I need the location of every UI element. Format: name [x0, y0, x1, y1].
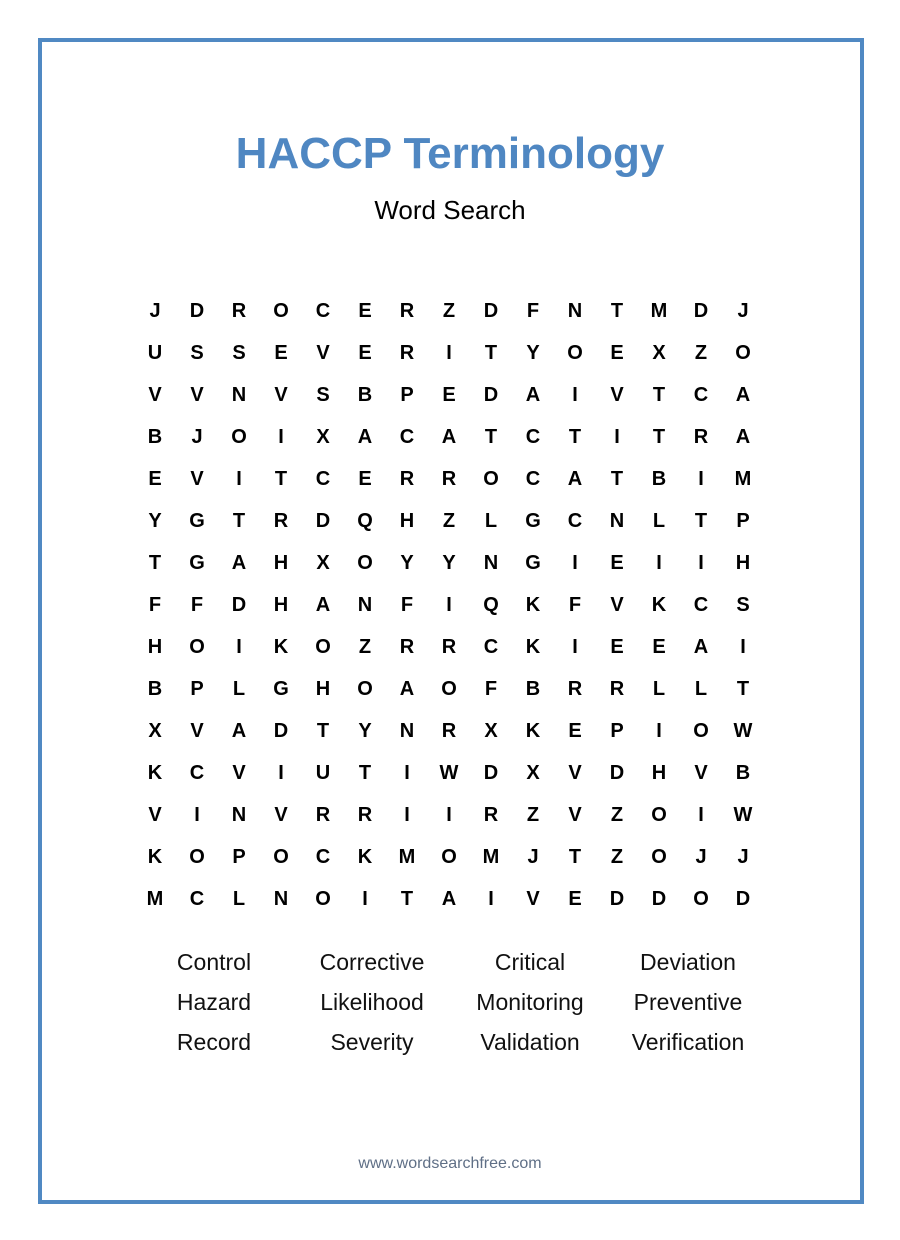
grid-letter: M	[650, 299, 668, 322]
grid-letter: K	[525, 635, 541, 658]
grid-letter: O	[231, 425, 247, 448]
grid-letter: T	[652, 425, 666, 448]
grid-letter: O	[189, 635, 205, 658]
grid-letter: C	[315, 467, 331, 490]
grid-letter: E	[568, 719, 582, 742]
grid-letter: G	[525, 551, 541, 574]
grid-letter: N	[399, 719, 415, 742]
grid-letter: L	[232, 887, 246, 910]
grid-letter: A	[441, 887, 457, 910]
grid-letter: R	[399, 635, 415, 658]
grid-letter: O	[315, 635, 331, 658]
grid-letter: I	[404, 803, 410, 826]
grid-letter: U	[315, 761, 331, 784]
grid-letter: E	[358, 467, 372, 490]
grid-letter: L	[484, 509, 498, 532]
grid-letter: S	[232, 341, 246, 364]
grid-letter: M	[146, 887, 164, 910]
grid-letter: B	[357, 383, 373, 406]
grid-letter: I	[656, 719, 662, 742]
grid-letter: A	[735, 425, 751, 448]
grid-letter: E	[274, 341, 288, 364]
grid-letter: Y	[526, 341, 540, 364]
grid-letter: H	[273, 551, 289, 574]
grid-letter: F	[148, 593, 162, 616]
grid-letter: I	[446, 593, 452, 616]
grid-letter: I	[698, 551, 704, 574]
grid-letter: J	[149, 299, 161, 322]
page-title: HACCP Terminology	[235, 129, 665, 178]
grid-letter: A	[399, 677, 415, 700]
grid-letter: R	[693, 425, 709, 448]
grid-letter: Z	[442, 509, 456, 532]
grid-letter: D	[315, 509, 331, 532]
grid-letter: T	[610, 467, 624, 490]
grid-letter: D	[273, 719, 289, 742]
grid-letter: B	[147, 425, 163, 448]
grid-letter: O	[357, 677, 373, 700]
grid-letter: R	[357, 803, 373, 826]
grid-letter: R	[441, 635, 457, 658]
grid-letter: O	[357, 551, 373, 574]
grid-letter: G	[273, 677, 289, 700]
grid-letter: E	[442, 383, 456, 406]
grid-letter: T	[610, 299, 624, 322]
grid-letter: I	[740, 635, 746, 658]
grid-letter: N	[483, 551, 499, 574]
grid-letter: K	[651, 593, 667, 616]
grid-letter: S	[736, 593, 750, 616]
grid-letter: D	[693, 299, 709, 322]
grid-letter: M	[482, 845, 500, 868]
grid-letter: O	[693, 887, 709, 910]
page-subtitle: Word Search	[374, 195, 526, 225]
grid-letter: F	[190, 593, 204, 616]
grid-letter: D	[483, 761, 499, 784]
grid-letter: O	[693, 719, 709, 742]
grid-letter: R	[441, 467, 457, 490]
word-list-item: Critical	[494, 949, 566, 975]
word-list-item: Likelihood	[320, 989, 424, 1015]
grid-letter: K	[147, 845, 163, 868]
grid-letter: A	[567, 467, 583, 490]
grid-letter: V	[190, 383, 204, 406]
grid-letter: I	[698, 803, 704, 826]
grid-letter: N	[609, 509, 625, 532]
grid-letter: E	[148, 467, 162, 490]
letter-grid	[134, 290, 764, 920]
grid-letter: I	[362, 887, 368, 910]
grid-letter: R	[483, 803, 499, 826]
grid-letter: T	[358, 761, 372, 784]
grid-letter: T	[400, 887, 414, 910]
grid-letter: I	[698, 467, 704, 490]
grid-letter: D	[483, 383, 499, 406]
grid-letter: T	[652, 383, 666, 406]
grid-letter: Y	[358, 719, 372, 742]
grid-letter: X	[316, 551, 330, 574]
grid-letter: U	[147, 341, 163, 364]
grid-letter: O	[315, 887, 331, 910]
grid-letter: D	[189, 299, 205, 322]
grid-letter: H	[651, 761, 667, 784]
grid-letter: X	[652, 341, 666, 364]
grid-letter: C	[399, 425, 415, 448]
grid-letter: N	[231, 383, 247, 406]
word-list-item: Record	[176, 1029, 252, 1055]
grid-letter: G	[189, 551, 205, 574]
grid-letter: L	[232, 677, 246, 700]
grid-letter: P	[736, 509, 750, 532]
grid-letter: T	[694, 509, 708, 532]
grid-letter: H	[399, 509, 415, 532]
grid-letter: D	[651, 887, 667, 910]
grid-letter: D	[483, 299, 499, 322]
grid-letter: F	[400, 593, 414, 616]
grid-letter: N	[567, 299, 583, 322]
grid-letter: I	[572, 635, 578, 658]
grid-letter: R	[567, 677, 583, 700]
grid-letter: R	[441, 719, 457, 742]
grid-letter: T	[736, 677, 750, 700]
grid-letter: O	[567, 341, 583, 364]
grid-letter: V	[526, 887, 540, 910]
grid-letter: C	[693, 593, 709, 616]
word-list-item: Verification	[631, 1029, 745, 1055]
word-list-item: Corrective	[319, 949, 425, 975]
grid-letter: J	[737, 299, 749, 322]
grid-letter: E	[652, 635, 666, 658]
grid-letter: I	[278, 761, 284, 784]
grid-letter: M	[734, 467, 752, 490]
grid-letter: I	[236, 635, 242, 658]
grid-letter: V	[274, 383, 288, 406]
grid-letter: Z	[358, 635, 372, 658]
grid-letter: O	[273, 845, 289, 868]
grid-letter: J	[695, 845, 707, 868]
grid-letter: H	[735, 551, 751, 574]
grid-letter: E	[610, 635, 624, 658]
grid-letter: A	[231, 551, 247, 574]
grid-letter: O	[273, 299, 289, 322]
grid-letter: D	[609, 761, 625, 784]
grid-letter: V	[610, 593, 624, 616]
grid-letter: I	[488, 887, 494, 910]
grid-letter: I	[194, 803, 200, 826]
grid-letter: D	[735, 887, 751, 910]
grid-letter: T	[568, 845, 582, 868]
grid-letter: E	[358, 299, 372, 322]
grid-letter: L	[652, 509, 666, 532]
grid-letter: D	[231, 593, 247, 616]
grid-letter: D	[609, 887, 625, 910]
grid-letter: J	[737, 845, 749, 868]
grid-letter: K	[525, 593, 541, 616]
grid-letter: R	[399, 299, 415, 322]
grid-letter: P	[400, 383, 414, 406]
grid-letter: W	[733, 719, 753, 742]
grid-letter: B	[525, 677, 541, 700]
grid-letter: O	[189, 845, 205, 868]
grid-letter: T	[148, 551, 162, 574]
grid-letter: V	[316, 341, 330, 364]
grid-letter: A	[231, 719, 247, 742]
grid-letter: X	[148, 719, 162, 742]
grid-letter: T	[316, 719, 330, 742]
grid-letter: T	[274, 467, 288, 490]
word-list	[135, 942, 765, 1062]
grid-letter: F	[526, 299, 540, 322]
grid-letter: G	[525, 509, 541, 532]
grid-letter: V	[190, 467, 204, 490]
grid-letter: I	[278, 425, 284, 448]
grid-letter: C	[315, 299, 331, 322]
grid-letter: Z	[610, 845, 624, 868]
grid-letter: F	[568, 593, 582, 616]
grid-letter: I	[572, 383, 578, 406]
grid-letter: V	[232, 761, 246, 784]
grid-letter: T	[484, 425, 498, 448]
grid-letter: C	[525, 467, 541, 490]
grid-letter: S	[190, 341, 204, 364]
grid-letter: E	[610, 341, 624, 364]
word-list-item: Preventive	[633, 989, 743, 1015]
grid-letter: O	[651, 803, 667, 826]
word-list-item: Control	[176, 949, 252, 975]
grid-letter: G	[189, 509, 205, 532]
grid-letter: L	[694, 677, 708, 700]
grid-letter: O	[483, 467, 499, 490]
grid-letter: X	[316, 425, 330, 448]
grid-letter: H	[273, 593, 289, 616]
grid-letter: Y	[442, 551, 456, 574]
grid-letter: T	[232, 509, 246, 532]
grid-letter: V	[148, 803, 162, 826]
grid-letter: V	[568, 761, 582, 784]
grid-letter: R	[315, 803, 331, 826]
grid-letter: T	[568, 425, 582, 448]
grid-letter: N	[273, 887, 289, 910]
grid-letter: J	[191, 425, 203, 448]
grid-letter: A	[441, 425, 457, 448]
grid-letter: N	[231, 803, 247, 826]
grid-letter: K	[357, 845, 373, 868]
grid-letter: N	[357, 593, 373, 616]
grid-letter: C	[693, 383, 709, 406]
grid-letter: V	[694, 761, 708, 784]
grid-letter: I	[572, 551, 578, 574]
grid-letter: I	[236, 467, 242, 490]
grid-letter: P	[190, 677, 204, 700]
grid-letter: V	[568, 803, 582, 826]
grid-letter: C	[315, 845, 331, 868]
grid-letter: R	[399, 341, 415, 364]
grid-letter: F	[484, 677, 498, 700]
grid-letter: I	[404, 761, 410, 784]
grid-letter: W	[733, 803, 753, 826]
grid-letter: E	[568, 887, 582, 910]
grid-letter: I	[614, 425, 620, 448]
grid-letter: O	[735, 341, 751, 364]
grid-letter: M	[398, 845, 416, 868]
grid-letter: O	[441, 845, 457, 868]
grid-letter: A	[693, 635, 709, 658]
grid-letter: K	[273, 635, 289, 658]
word-list-item: Deviation	[640, 949, 736, 975]
grid-letter: E	[610, 551, 624, 574]
grid-letter: K	[147, 761, 163, 784]
grid-letter: I	[446, 803, 452, 826]
grid-letter: E	[358, 341, 372, 364]
grid-letter: Z	[442, 299, 456, 322]
grid-letter: B	[735, 761, 751, 784]
grid-letter: I	[446, 341, 452, 364]
grid-letter: C	[567, 509, 583, 532]
grid-letter: Z	[694, 341, 708, 364]
grid-letter: X	[484, 719, 498, 742]
grid-letter: C	[483, 635, 499, 658]
grid-letter: R	[231, 299, 247, 322]
grid-letter: B	[147, 677, 163, 700]
grid-letter: R	[609, 677, 625, 700]
grid-letter: X	[526, 761, 540, 784]
grid-letter: A	[525, 383, 541, 406]
grid-letter: R	[399, 467, 415, 490]
word-list-item: Hazard	[176, 989, 252, 1015]
grid-letter: C	[189, 887, 205, 910]
grid-letter: L	[652, 677, 666, 700]
grid-letter: Z	[526, 803, 540, 826]
grid-letter: C	[525, 425, 541, 448]
grid-letter: A	[357, 425, 373, 448]
grid-letter: P	[232, 845, 246, 868]
word-list-item: Validation	[480, 1029, 580, 1055]
grid-letter: Z	[610, 803, 624, 826]
grid-letter: S	[316, 383, 330, 406]
grid-letter: J	[527, 845, 539, 868]
grid-letter: V	[610, 383, 624, 406]
grid-letter: I	[656, 551, 662, 574]
grid-letter: O	[651, 845, 667, 868]
grid-letter: Y	[148, 509, 162, 532]
grid-letter: V	[274, 803, 288, 826]
grid-letter: Q	[483, 593, 499, 616]
grid-letter: O	[441, 677, 457, 700]
grid-letter: V	[148, 383, 162, 406]
grid-letter: P	[610, 719, 624, 742]
grid-letter: H	[147, 635, 163, 658]
grid-letter: C	[189, 761, 205, 784]
grid-letter: T	[484, 341, 498, 364]
grid-letter: K	[525, 719, 541, 742]
word-list-item: Severity	[330, 1029, 414, 1055]
grid-letter: Q	[357, 509, 373, 532]
grid-letter: B	[651, 467, 667, 490]
footer-url: www.wordsearchfree.com	[358, 1155, 542, 1172]
grid-letter: Y	[400, 551, 414, 574]
word-list-item: Monitoring	[476, 989, 584, 1015]
grid-letter: A	[315, 593, 331, 616]
grid-letter: V	[190, 719, 204, 742]
grid-letter: A	[735, 383, 751, 406]
grid-letter: H	[315, 677, 331, 700]
grid-letter: R	[273, 509, 289, 532]
grid-letter: W	[439, 761, 459, 784]
